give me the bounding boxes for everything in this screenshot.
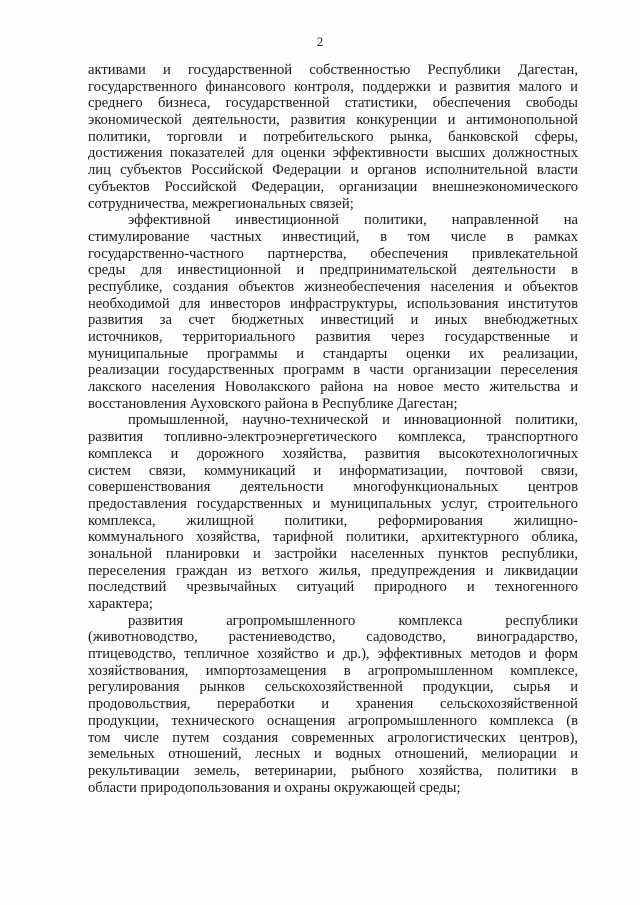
text-line: развития за счет бюджетных инвестиций и иных внебюджетных xyxy=(88,312,578,329)
text-line: необходимой для инвесторов инфраструктуры, использования институтов xyxy=(88,295,578,312)
text-line: зональной планировки и застройки населенных пунктов республики, xyxy=(88,545,578,562)
text-line: восстановления Ауховского района в Республике Дагестан; xyxy=(88,395,458,412)
text-line: характера; xyxy=(88,596,153,612)
text-line: комплекса, жилищной политики, реформирования жилищно- xyxy=(88,512,578,529)
paragraph xyxy=(88,62,578,212)
text-line: среднего бизнеса, государственной статистики, обеспечения свободы xyxy=(88,95,578,112)
text-line: активами и государственной собственностью Республики Дагестан, xyxy=(88,62,578,78)
text-line: источников, территориального развития через государственные и xyxy=(88,329,578,345)
text-line: области природопользования и охраны окружающей среды; xyxy=(88,779,461,796)
text-line: хозяйствования, импортозамещения в агропромышленном комплексе, xyxy=(88,662,578,679)
text-line: систем связи, коммуникаций и информатизации, почтовой связи, xyxy=(88,462,578,479)
text-line: последствий чрезвычайных ситуаций природного и техногенного xyxy=(88,579,578,596)
text-line: лиц субъектов Российской Федерации и органов исполнительной власти xyxy=(88,162,578,179)
text-line: государственно-частного партнерства, обеспечения привлекательной xyxy=(88,245,578,262)
text-line: достижения показателей для оценки эффективности высших должностных xyxy=(88,145,578,162)
text-line: экономической деятельности, развития конкуренции и антимонопольной xyxy=(88,112,578,129)
text-line: регулирования рынков сельскохозяйственной продукции, сырья и xyxy=(88,679,578,696)
text-line: комплекса и дорожного хозяйства, развития высокотехнологичных xyxy=(88,445,578,462)
paragraph xyxy=(88,212,578,412)
paragraph xyxy=(88,613,578,797)
text-line: том числе путем создания современных агрологистических центров), xyxy=(88,729,578,746)
page-number: 2 xyxy=(316,34,324,49)
text-line: стимулирование частных инвестиций, в том числе в рамках xyxy=(88,228,578,245)
text-line: рекультивации земель, ветеринарии, рыбного хозяйства, политики в xyxy=(88,762,578,779)
text-line: республике, создания объектов жизнеобеспечения населения и объектов xyxy=(88,278,578,295)
text-line: лакского населения Новолакского района на новое место жительства и xyxy=(88,379,578,396)
text-line: муниципальные программы и стандарты оценки их реализации, xyxy=(88,345,578,362)
text-line: птицеводство, тепличное хозяйство и др.), эффективных методов и форм xyxy=(88,646,578,663)
text-line: субъектов Российской Федерации, организации внешнеэкономического xyxy=(88,178,578,195)
document-body xyxy=(88,62,578,796)
text-line: коммунального хозяйства, тарифной политики, архитектурного облика, xyxy=(88,529,578,546)
text-line: развития топливно-электроэнергетического комплекса, транспортного xyxy=(88,429,578,446)
text-line: предоставления государственных и муниципальных услуг, строительного xyxy=(88,495,578,512)
text-line: (животноводство, растениеводство, садоводство, виноградарство, xyxy=(88,629,578,646)
text-line: государственного финансового контроля, поддержки и развития малого и xyxy=(88,78,578,95)
text-line: переселения граждан из ветхого жилья, предупреждения и ликвидации xyxy=(88,562,578,579)
text-line: среды для инвестиционной и предпринимательской деятельности в xyxy=(88,262,578,279)
text-line: политики, торговли и потребительского рынка, банковской сферы, xyxy=(88,128,578,145)
text-line: земельных отношений, лесных и водных отношений, мелиорации и xyxy=(88,746,578,763)
text-line: продовольствия, переработки и хранения сельскохозяйственной xyxy=(88,696,578,713)
paragraph xyxy=(88,412,578,612)
text-line: развития агропромышленного комплекса республики xyxy=(128,612,578,629)
text-line: продукции, технического оснащения агропромышленного комплекса (в xyxy=(88,712,578,729)
text-line: эффективной инвестиционной политики, направленной на xyxy=(128,212,578,229)
text-line: сотрудничества, межрегиональных связей; xyxy=(88,195,354,212)
text-line: реализации государственных программ в части организации переселения xyxy=(88,362,578,379)
text-line: совершенствования деятельности многофункциональных центров xyxy=(88,479,578,496)
text-line: промышленной, научно-технической и инновационной политики, xyxy=(128,412,578,429)
